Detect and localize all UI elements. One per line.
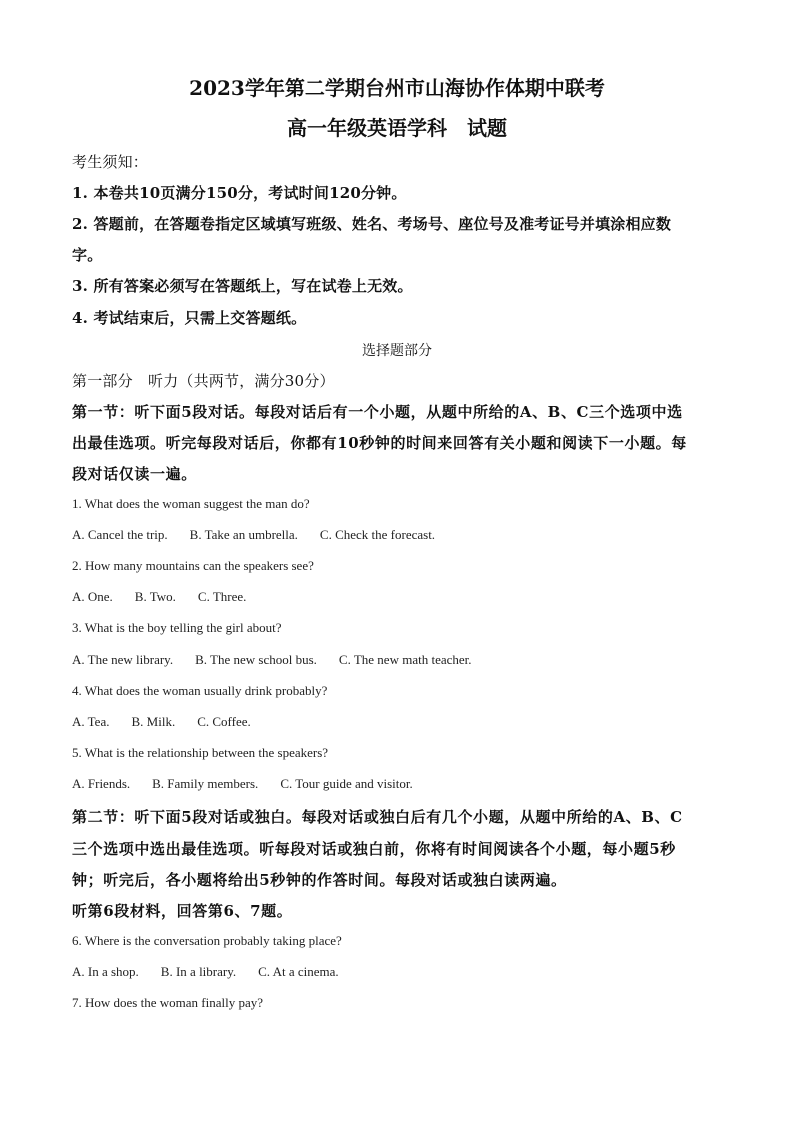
page-subtitle: 高一年级英语学科 试题 bbox=[287, 116, 507, 140]
section2-instructions-line3: 钟；听完后，各小题将给出5秒钟的作答时间。每段对话或独白读两遍。 bbox=[72, 871, 567, 889]
question-4-options bbox=[72, 714, 722, 730]
section1-instructions-line1: 第一节：听下面5段对话。每段对话后有一个小题，从题中所给的A、B、C三个选项中选 bbox=[72, 403, 683, 421]
question-5-options bbox=[72, 776, 722, 792]
option-b: B. Milk. bbox=[131, 714, 176, 729]
option-a: A. Friends. bbox=[72, 776, 131, 791]
notice-item-2-cont: 字。 bbox=[72, 246, 103, 264]
section2-instructions-line2: 三个选项中选出最佳选项。听每段对话或独白前，你将有时间阅读各个小题，每小题5秒 bbox=[72, 840, 676, 858]
section1-instructions-line3: 段对话仅读一遍。 bbox=[72, 465, 197, 483]
option-a: A. Tea. bbox=[72, 714, 110, 729]
option-b: B. Family members. bbox=[152, 776, 259, 791]
option-b: B. The new school bus. bbox=[195, 652, 317, 667]
section1-instructions-line2: 出最佳选项。听完每段对话后，你都有10秒钟的时间来回答有关小题和阅读下一小题。每 bbox=[72, 434, 687, 452]
question-1-options bbox=[72, 527, 722, 543]
question-3: 3. What is the boy telling the girl about? bbox=[72, 620, 282, 635]
option-a: A. The new library. bbox=[72, 652, 174, 667]
section-choice-heading: 选择题部分 bbox=[362, 343, 432, 359]
page-title: 2023学年第二学期台州市山海协作体期中联考 bbox=[189, 76, 605, 100]
option-c: C. Three. bbox=[197, 589, 247, 604]
option-c: C. At a cinema. bbox=[258, 964, 339, 979]
question-1: 1. What does the woman suggest the man do? bbox=[72, 496, 310, 511]
option-b: B. Take an umbrella. bbox=[189, 527, 298, 542]
question-7: 7. How does the woman finally pay? bbox=[72, 995, 263, 1010]
material-6-heading: 听第6段材料，回答第6、7题。 bbox=[72, 902, 293, 920]
notice-heading: 考生须知： bbox=[72, 153, 149, 171]
option-a: A. One. bbox=[72, 589, 113, 604]
option-c: C. Tour guide and visitor. bbox=[280, 776, 413, 791]
question-6: 6. Where is the conversation probably taking place? bbox=[72, 933, 342, 948]
notice-item-1: 1. 本卷共10页满分150分，考试时间120分钟。 bbox=[72, 184, 407, 202]
notice-item-3: 3. 所有答案必须写在答题纸上，写在试卷上无效。 bbox=[72, 277, 413, 295]
option-c: C. The new math teacher. bbox=[338, 652, 472, 667]
option-c: C. Check the forecast. bbox=[319, 527, 436, 542]
question-3-options bbox=[72, 652, 722, 668]
part1-heading: 第一部分 听力（共两节，满分30分） bbox=[72, 372, 335, 390]
question-5: 5. What is the relationship between the speakers? bbox=[72, 745, 329, 760]
question-6-options bbox=[72, 964, 722, 980]
option-c: C. Coffee. bbox=[197, 714, 251, 729]
question-4: 4. What does the woman usually drink probably? bbox=[72, 683, 328, 698]
notice-item-4: 4. 考试结束后，只需上交答题纸。 bbox=[72, 309, 307, 327]
option-b: B. Two. bbox=[134, 589, 176, 604]
question-2-options bbox=[72, 589, 722, 605]
option-a: A. In a shop. bbox=[72, 964, 139, 979]
option-b: B. In a library. bbox=[160, 964, 237, 979]
section2-instructions-line1: 第二节：听下面5段对话或独白。每段对话或独白后有几个小题，从题中所给的A、B、C bbox=[72, 808, 683, 826]
question-2: 2. How many mountains can the speakers see? bbox=[72, 558, 314, 573]
option-a: A. Cancel the trip. bbox=[72, 527, 168, 542]
notice-item-2: 2. 答题前，在答题卷指定区域填写班级、姓名、考场号、座位号及准考证号并填涂相应数 bbox=[72, 215, 672, 233]
